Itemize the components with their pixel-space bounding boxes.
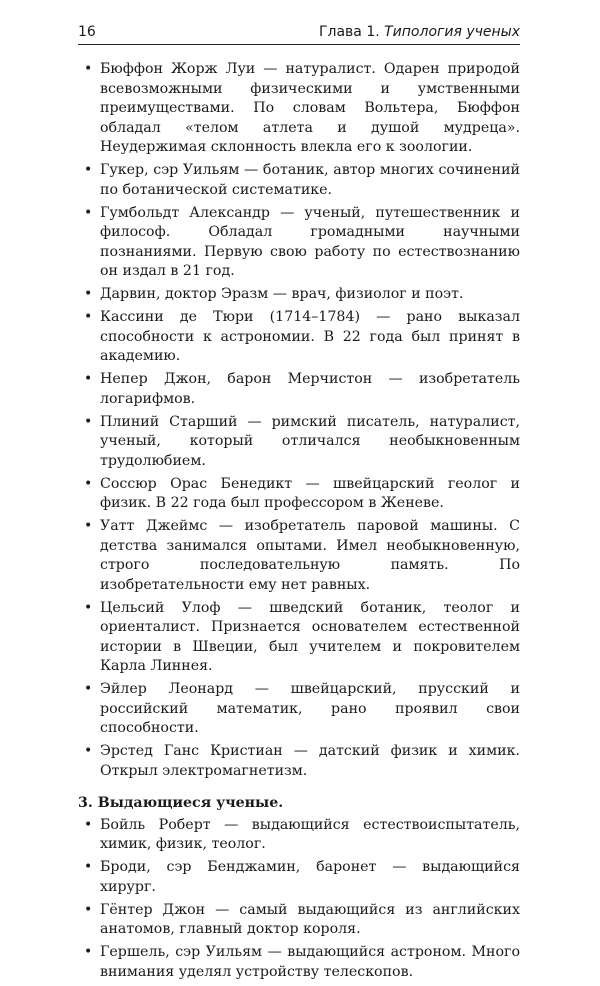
bullet-icon: •: [84, 309, 93, 325]
list-item: [78, 943, 520, 982]
chapter-title: Типология ученых: [384, 24, 520, 40]
list-item-text: Непер Джон, барон Мерчистон — изобретатель логарифмов.: [100, 371, 520, 407]
bullet-icon: •: [84, 162, 93, 178]
scientist-list: [78, 60, 520, 781]
list-item-text: Цельсий Улоф — шведский ботаник, теолог и ориенталист. Признается основателем естественной истории в Швеции, был учителем и покровителем Карла Линнея.: [100, 599, 520, 674]
page-number: 16: [78, 24, 96, 40]
list-item-text: Гёнтер Джон — самый выдающийся из английских анатомов, главный доктор короля.: [100, 901, 520, 937]
bullet-icon: •: [84, 371, 93, 387]
list-item: [78, 204, 520, 282]
list-item-text: Соссюр Орас Бенедикт — швейцарский геолог и физик. В 22 года был профессором в Женеве.: [100, 475, 520, 511]
list-item: [78, 475, 520, 514]
bullet-icon: •: [84, 859, 93, 875]
section-heading: 3. Выдающиеся ученые.: [78, 795, 284, 811]
bullet-icon: •: [84, 743, 93, 759]
bullet-icon: •: [84, 901, 93, 918]
bullet-icon: •: [84, 413, 93, 430]
list-item: [78, 901, 520, 940]
bullet-icon: •: [84, 518, 93, 534]
list-item: [78, 680, 520, 739]
list-item-text: Бюффон Жорж Луи — натуралист. Одарен природой всевозможными физическими и умственными преимуществами. По словам Вольтера, Бюффон обладал «телом атлета и душой мудреца». Неудержимая склонность влекла его к зоологии.: [100, 61, 520, 155]
running-title: [319, 24, 520, 40]
bullet-icon: •: [84, 286, 93, 302]
bullet-icon: •: [84, 681, 93, 697]
list-item: [78, 599, 520, 677]
list-item: [78, 370, 520, 409]
bullet-icon: •: [84, 475, 93, 492]
list-item: [78, 308, 520, 367]
list-item: [78, 816, 520, 855]
list-item-text: Гершель, сэр Уильям — выдающийся астроном. Много внимания уделял устройству телескопов.: [100, 944, 520, 980]
bullet-icon: •: [84, 599, 93, 616]
list-item: [78, 285, 520, 305]
chapter-label: Глава 1.: [318, 24, 380, 40]
list-item-text: Плиний Старший — римский писатель, натуралист, ученый, который отличался необыкновенным трудолюбием.: [100, 413, 520, 469]
list-item: [78, 517, 520, 595]
list-item-text: Бойль Роберт — выдающийся естествоиспытатель, химик, физик, теолог.: [100, 816, 520, 852]
list-item-text: Уатт Джеймс — изобретатель паровой машины. С детства занимался опытами. Имел необыкновенную, строго последовательную память. По изобретательности ему нет равных.: [100, 518, 520, 593]
list-item: [78, 161, 520, 200]
list-item: [78, 742, 520, 781]
list-item: [78, 858, 520, 897]
list-item-text: Гукер, сэр Уильям — ботаник, автор многих сочинений по ботанической систематике.: [100, 162, 520, 198]
bullet-icon: •: [84, 944, 93, 960]
list-item-text: Эрстед Ганс Кристиан — датский физик и химик. Открыл электромагнетизм.: [100, 743, 520, 779]
list-item: [78, 60, 520, 158]
list-item-text: Кассини де Тюри (1714–1784) — рано выказал способности к астрономии. В 22 года был принят в академию.: [100, 309, 520, 364]
list-item-text: Эйлер Леонард — швейцарский, прусский и российский математик, рано проявил свои способности.: [100, 681, 520, 736]
outstanding-scientists-list: [78, 816, 520, 983]
bullet-icon: •: [84, 61, 93, 77]
page-header: [78, 18, 520, 45]
list-item-text: Дарвин, доктор Эразм — врач, физиолог и поэт.: [100, 286, 464, 302]
bullet-icon: •: [84, 816, 93, 833]
page-body: [78, 60, 520, 986]
list-item-text: Броди, сэр Бенджамин, баронет — выдающийся хирург.: [100, 859, 520, 895]
list-item: [78, 413, 520, 472]
list-item-text: Гумбольдт Александр — ученый, путешественник и философ. Обладал громадными научными познаниями. Первую свою работу по естествознанию он издал в 21 год.: [100, 204, 520, 279]
bullet-icon: •: [84, 204, 93, 221]
